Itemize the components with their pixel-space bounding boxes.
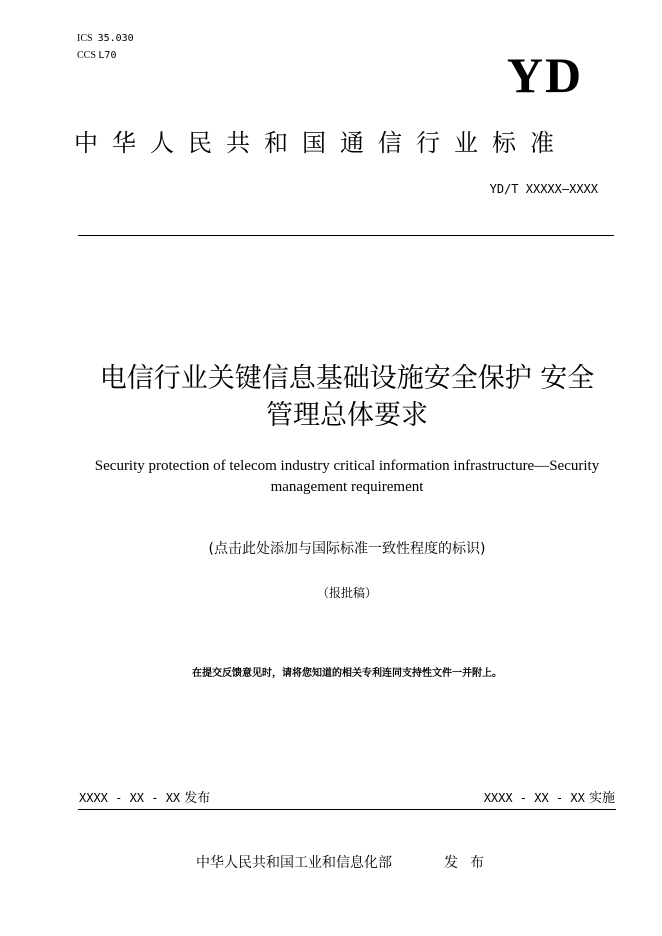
patent-feedback-notice: 在提交反馈意见时，请将您知道的相关专利连同支持性文件一并附上。 [192, 668, 502, 679]
implement-label: 实施 [588, 791, 615, 806]
yd-logo: YD [506, 47, 584, 103]
consistency-placeholder[interactable]: (点击此处添加与国际标准一致性程度的标识) [208, 541, 486, 557]
header-divider [78, 235, 614, 236]
implement-date: XXXX - XX - XX [483, 791, 585, 805]
standard-category-title: 中华人民共和国通信行业标准 [74, 129, 568, 157]
standard-number: YD/T XXXXX—XXXX [489, 182, 598, 196]
publish-date-line [79, 789, 210, 808]
document-title-en [70, 456, 624, 498]
title-cn-line-1: 电信行业关键信息基础设施安全保护 安全 [99, 363, 595, 394]
document-title-cn [60, 360, 634, 434]
publish-date: XXXX - XX - XX [79, 791, 181, 805]
title-cn-line-2: 管理总体要求 [266, 400, 428, 431]
ccs-label: CCS [77, 50, 96, 61]
publish-label: 发布 [184, 791, 211, 806]
ics-label: ICS [77, 33, 93, 44]
ics-classification [77, 33, 134, 45]
implement-date-line [484, 789, 615, 808]
ccs-code: L70 [98, 50, 117, 61]
footer-divider [78, 809, 616, 810]
issuing-authority: 中华人民共和国工业和信息化部 [196, 855, 392, 871]
title-en-line-2: management requirement [270, 479, 424, 495]
title-en-line-1: Security protection of telecom industry critical information infrastructure—Security [94, 458, 600, 474]
ics-code: 35.030 [97, 33, 134, 44]
draft-status: （报批稿） [316, 586, 377, 600]
issue-label: 发布 [444, 855, 496, 871]
ccs-classification [77, 50, 116, 62]
